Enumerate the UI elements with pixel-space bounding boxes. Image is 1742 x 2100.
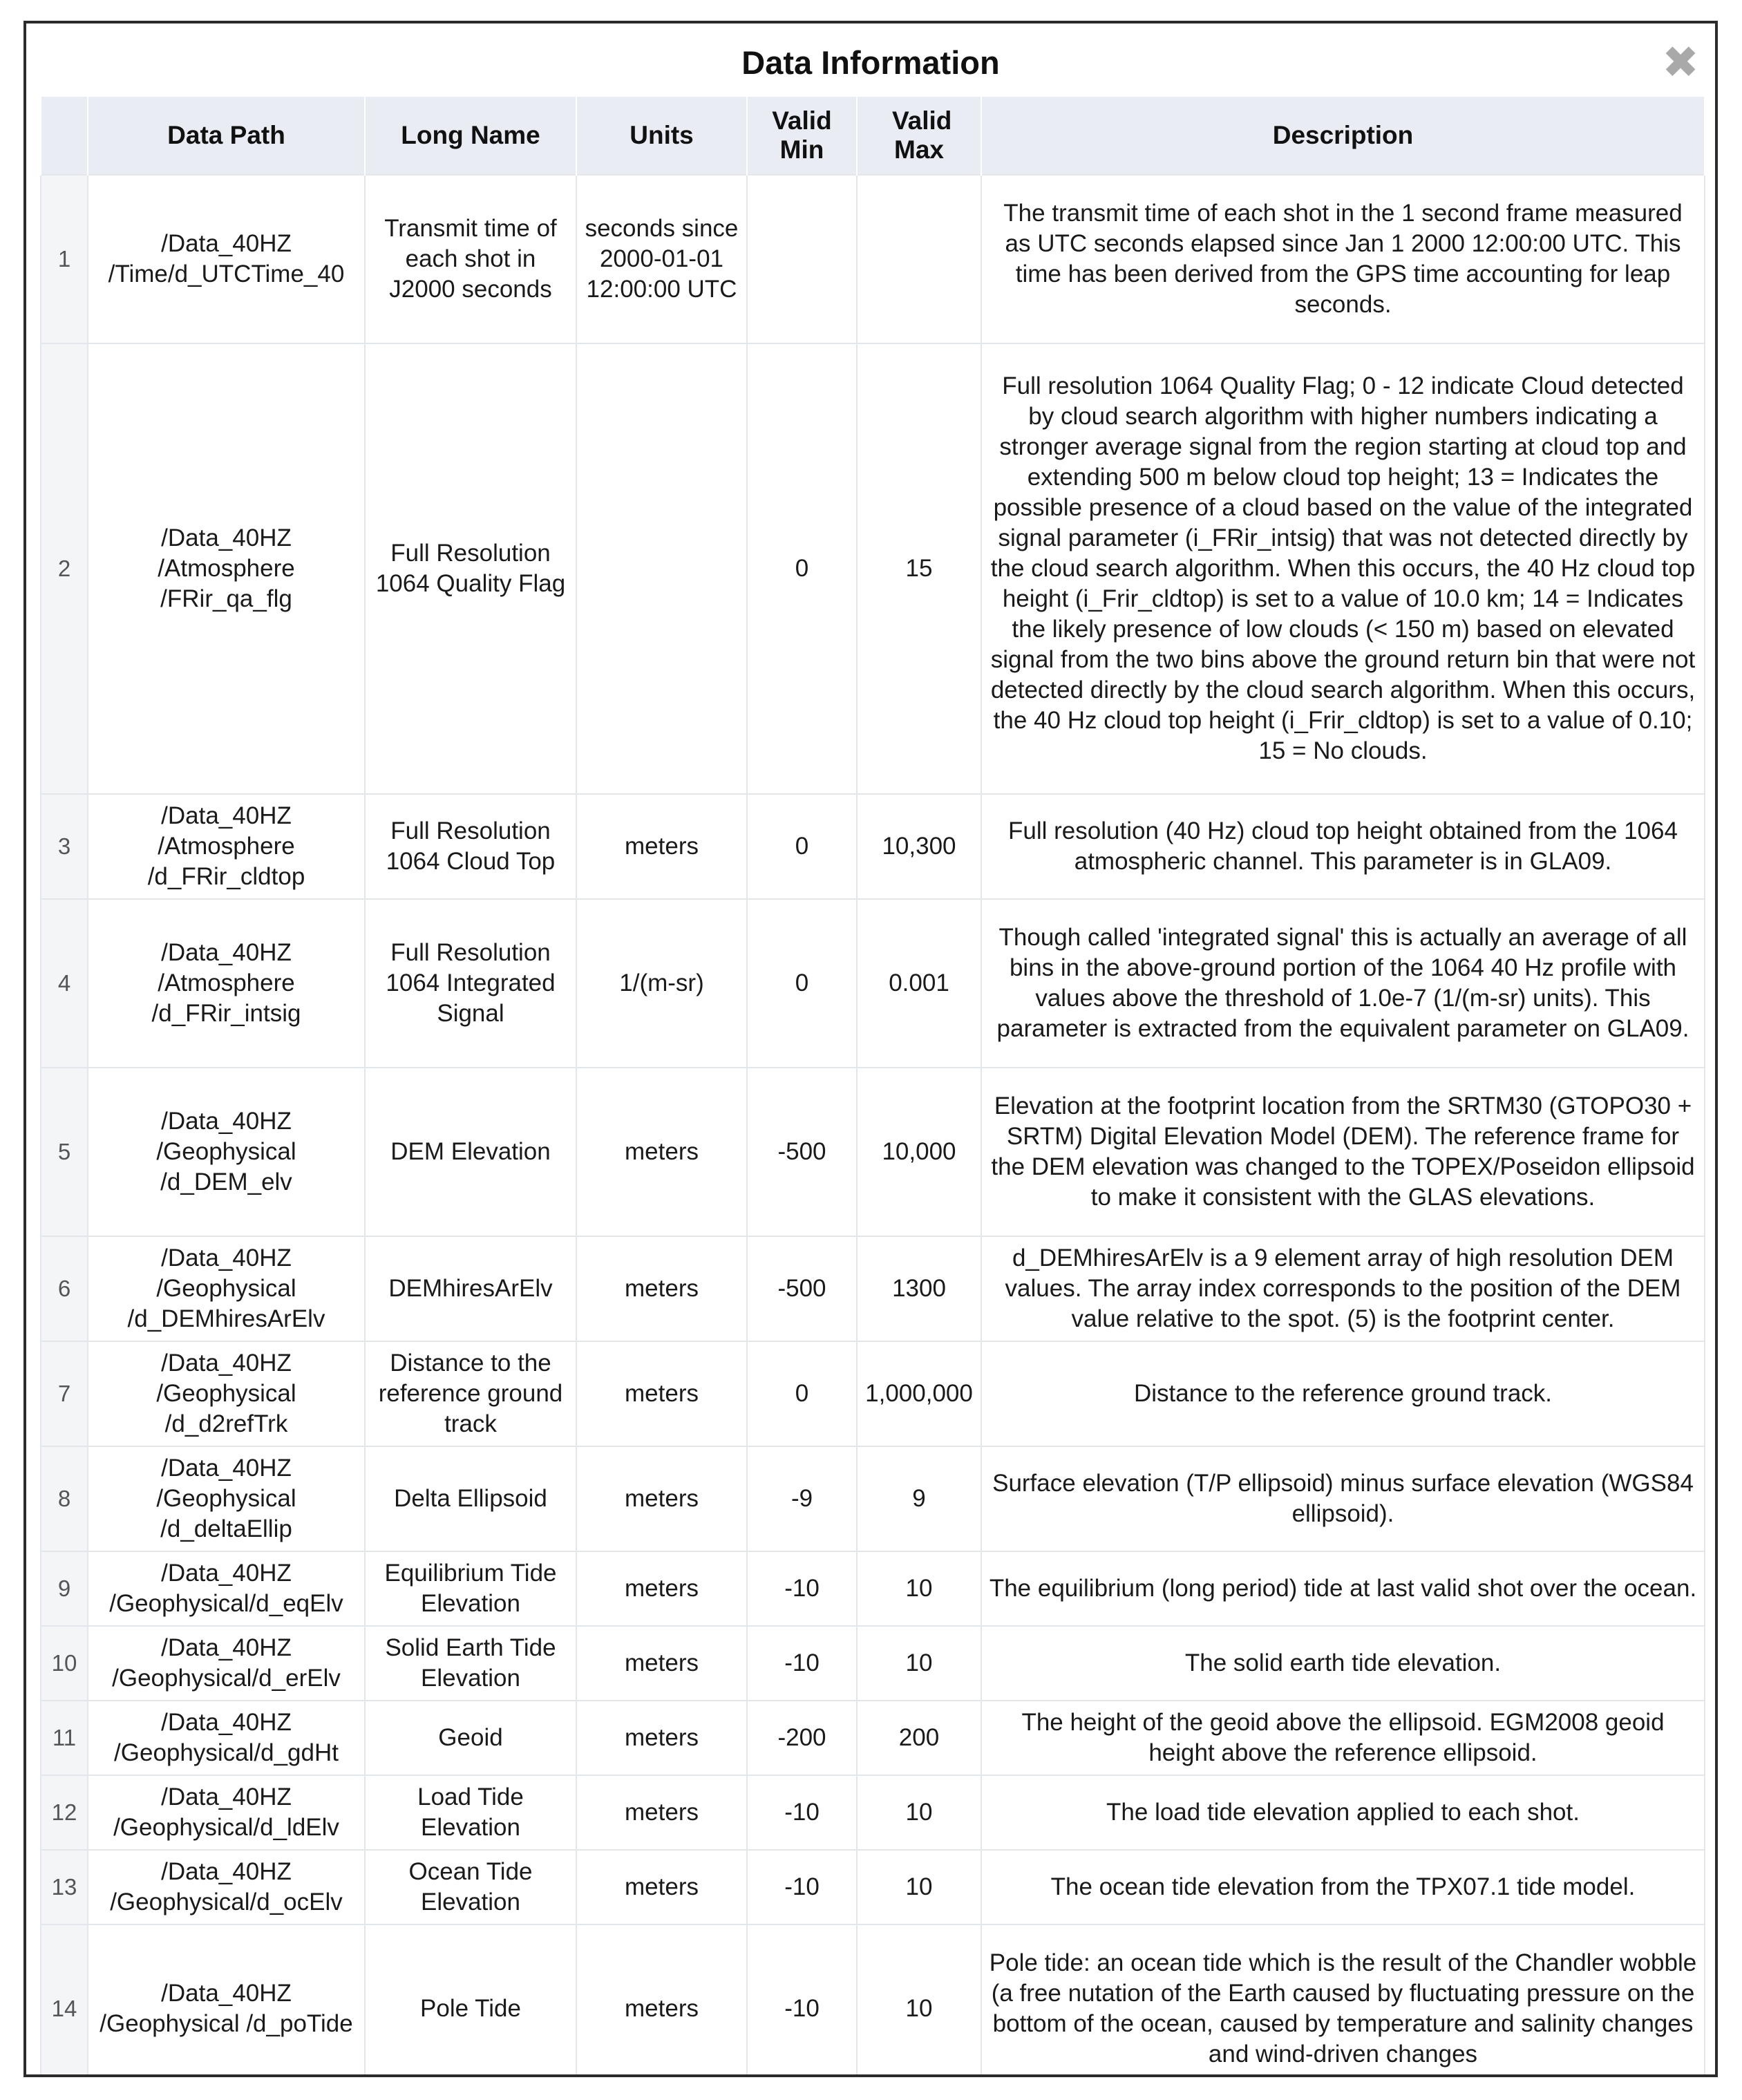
cell-data-path: /Data_40HZ /Geophysical /d_DEMhiresArElv xyxy=(88,1236,365,1341)
table-row xyxy=(41,1701,1705,1775)
cell-description: Though called 'integrated signal' this is actually an average of all bins in the above-ground portion of the 1064 40 Hz profile with values above the threshold of 1.0e-7 (1/(m-sr) units). This parameter is extracted from the equivalent parameter on GLA09. xyxy=(981,899,1705,1068)
cell-valid-min: -10 xyxy=(747,1551,857,1626)
cell-long-name: Full Resolution 1064 Cloud Top xyxy=(365,794,576,899)
cell-valid-min xyxy=(747,175,857,343)
cell-long-name: Transmit time of each shot in J2000 seconds xyxy=(365,175,576,343)
row-number: 14 xyxy=(41,1924,88,2077)
table-row xyxy=(41,343,1705,794)
cell-data-path: /Data_40HZ /Time/d_UTCTime_40 xyxy=(88,175,365,343)
cell-units: meters xyxy=(576,1446,747,1551)
column-header-index xyxy=(41,97,88,175)
cell-valid-min: -200 xyxy=(747,1701,857,1775)
close-icon[interactable]: ✖ xyxy=(1662,37,1699,87)
table-row xyxy=(41,794,1705,899)
cell-valid-max: 10,000 xyxy=(857,1068,981,1236)
cell-valid-min: -10 xyxy=(747,1626,857,1701)
cell-valid-max: 10 xyxy=(857,1924,981,2077)
table-header-row xyxy=(41,97,1705,175)
cell-data-path: /Data_40HZ /Atmosphere /d_FRir_intsig xyxy=(88,899,365,1068)
cell-units: meters xyxy=(576,794,747,899)
cell-long-name: Equilibrium Tide Elevation xyxy=(365,1551,576,1626)
cell-long-name: DEM Elevation xyxy=(365,1068,576,1236)
cell-valid-max: 0.001 xyxy=(857,899,981,1068)
cell-valid-min: -9 xyxy=(747,1446,857,1551)
cell-units: meters xyxy=(576,1701,747,1775)
table-row xyxy=(41,1236,1705,1341)
cell-description: The equilibrium (long period) tide at last valid shot over the ocean. xyxy=(981,1551,1705,1626)
cell-units: meters xyxy=(576,1236,747,1341)
cell-valid-min: 0 xyxy=(747,899,857,1068)
cell-data-path: /Data_40HZ /Geophysical /d_DEM_elv xyxy=(88,1068,365,1236)
column-header-description: Description xyxy=(981,97,1705,175)
data-info-table xyxy=(40,97,1705,2077)
cell-long-name: Pole Tide xyxy=(365,1924,576,2077)
cell-description: Full resolution 1064 Quality Flag; 0 - 12 indicate Cloud detected by cloud search algorithm with higher numbers indicating a stronger average signal from the region starting at cloud top and extending 500 m below cloud top height; 13 = Indicates the possible presence of a cloud based on the value of the integrated signal parameter (i_FRir_intsig) that was not detected directly by the cloud search algorithm. When this occurs, the 40 Hz cloud top height (i_Frir_cldtop) is set to a value of 10.0 km; 14 = Indicates the likely presence of low clouds (< 150 m) based on elevated signal from the two bins above the ground return bin that were not detected directly by the cloud search algorithm. When this occurs, the 40 Hz cloud top height (i_Frir_cldtop) is set to a value of 0.10; 15 = No clouds. xyxy=(981,343,1705,794)
cell-description: The solid earth tide elevation. xyxy=(981,1626,1705,1701)
table-row xyxy=(41,1068,1705,1236)
cell-units: meters xyxy=(576,1341,747,1446)
cell-units: meters xyxy=(576,1924,747,2077)
column-header-units: Units xyxy=(576,97,747,175)
cell-valid-min: 0 xyxy=(747,343,857,794)
cell-valid-max: 10 xyxy=(857,1551,981,1626)
cell-description: Elevation at the footprint location from the SRTM30 (GTOPO30 + SRTM) Digital Elevation Model (DEM). The reference frame for the DEM elevation was changed to the TOPEX/Poseidon ellipsoid to make it consistent with the GLAS elevations. xyxy=(981,1068,1705,1236)
cell-valid-min: -10 xyxy=(747,1850,857,1924)
cell-valid-max: 200 xyxy=(857,1701,981,1775)
cell-valid-min: -10 xyxy=(747,1924,857,2077)
cell-long-name: Full Resolution 1064 Integrated Signal xyxy=(365,899,576,1068)
cell-valid-max: 1,000,000 xyxy=(857,1341,981,1446)
row-number: 3 xyxy=(41,794,88,899)
row-number: 1 xyxy=(41,175,88,343)
table-row xyxy=(41,899,1705,1068)
cell-valid-min: 0 xyxy=(747,794,857,899)
cell-valid-min: 0 xyxy=(747,1341,857,1446)
cell-description: The transmit time of each shot in the 1 second frame measured as UTC seconds elapsed since Jan 1 2000 12:00:00 UTC. This time has been derived from the GPS time accounting for leap seconds. xyxy=(981,175,1705,343)
cell-data-path: /Data_40HZ /Geophysical /d_d2refTrk xyxy=(88,1341,365,1446)
table-row xyxy=(41,1551,1705,1626)
cell-description: The height of the geoid above the ellipsoid. EGM2008 geoid height above the reference ellipsoid. xyxy=(981,1701,1705,1775)
cell-long-name: Ocean Tide Elevation xyxy=(365,1850,576,1924)
row-number: 4 xyxy=(41,899,88,1068)
row-number: 12 xyxy=(41,1775,88,1850)
cell-data-path: /Data_40HZ /Geophysical/d_ocElv xyxy=(88,1850,365,1924)
table-row xyxy=(41,1446,1705,1551)
cell-data-path: /Data_40HZ /Geophysical/d_gdHt xyxy=(88,1701,365,1775)
cell-valid-max xyxy=(857,175,981,343)
cell-valid-max: 10 xyxy=(857,1626,981,1701)
dialog-title: Data Information xyxy=(741,44,1000,81)
cell-units: 1/(m-sr) xyxy=(576,899,747,1068)
cell-units: meters xyxy=(576,1068,747,1236)
cell-data-path: /Data_40HZ /Geophysical/d_eqElv xyxy=(88,1551,365,1626)
cell-description: Surface elevation (T/P ellipsoid) minus surface elevation (WGS84 ellipsoid). xyxy=(981,1446,1705,1551)
table-row xyxy=(41,1341,1705,1446)
cell-data-path: /Data_40HZ /Geophysical/d_erElv xyxy=(88,1626,365,1701)
cell-units: meters xyxy=(576,1551,747,1626)
row-number: 10 xyxy=(41,1626,88,1701)
cell-valid-min: -500 xyxy=(747,1068,857,1236)
cell-long-name: Solid Earth Tide Elevation xyxy=(365,1626,576,1701)
cell-description: d_DEMhiresArElv is a 9 element array of high resolution DEM values. The array index corresponds to the position of the DEM value relative to the spot. (5) is the footprint center. xyxy=(981,1236,1705,1341)
cell-description: Full resolution (40 Hz) cloud top height obtained from the 1064 atmospheric channel. This parameter is in GLA09. xyxy=(981,794,1705,899)
cell-valid-min: -500 xyxy=(747,1236,857,1341)
table-row xyxy=(41,1775,1705,1850)
table-row xyxy=(41,1850,1705,1924)
cell-description: The ocean tide elevation from the TPX07.1 tide model. xyxy=(981,1850,1705,1924)
data-information-dialog xyxy=(23,21,1718,2077)
column-header-valid-min: Valid Min xyxy=(747,97,857,175)
cell-description: Pole tide: an ocean tide which is the result of the Chandler wobble (a free nutation of the Earth caused by fluctuating pressure on the bottom of the ocean, caused by temperature and salinity changes and wind-driven changes xyxy=(981,1924,1705,2077)
row-number: 13 xyxy=(41,1850,88,1924)
column-header-data-path: Data Path xyxy=(88,97,365,175)
cell-long-name: Load Tide Elevation xyxy=(365,1775,576,1850)
cell-valid-max: 10,300 xyxy=(857,794,981,899)
cell-description: The load tide elevation applied to each shot. xyxy=(981,1775,1705,1850)
cell-units: meters xyxy=(576,1775,747,1850)
cell-long-name: Geoid xyxy=(365,1701,576,1775)
cell-data-path: /Data_40HZ /Geophysical /d_deltaEllip xyxy=(88,1446,365,1551)
row-number: 6 xyxy=(41,1236,88,1341)
table-row xyxy=(41,1924,1705,2077)
cell-long-name: Distance to the reference ground track xyxy=(365,1341,576,1446)
cell-data-path: /Data_40HZ /Geophysical /d_poTide xyxy=(88,1924,365,2077)
cell-description: Distance to the reference ground track. xyxy=(981,1341,1705,1446)
column-header-valid-max: Valid Max xyxy=(857,97,981,175)
cell-units: seconds since 2000-01-01 12:00:00 UTC xyxy=(576,175,747,343)
cell-valid-max: 10 xyxy=(857,1775,981,1850)
cell-long-name: Full Resolution 1064 Quality Flag xyxy=(365,343,576,794)
cell-valid-max: 9 xyxy=(857,1446,981,1551)
row-number: 11 xyxy=(41,1701,88,1775)
cell-valid-max: 1300 xyxy=(857,1236,981,1341)
row-number: 5 xyxy=(41,1068,88,1236)
row-number: 8 xyxy=(41,1446,88,1551)
table-row xyxy=(41,175,1705,343)
cell-long-name: Delta Ellipsoid xyxy=(365,1446,576,1551)
cell-data-path: /Data_40HZ /Geophysical/d_ldElv xyxy=(88,1775,365,1850)
row-number: 7 xyxy=(41,1341,88,1446)
cell-valid-min: -10 xyxy=(747,1775,857,1850)
row-number: 2 xyxy=(41,343,88,794)
cell-data-path: /Data_40HZ /Atmosphere /d_FRir_cldtop xyxy=(88,794,365,899)
cell-units: meters xyxy=(576,1626,747,1701)
cell-data-path: /Data_40HZ /Atmosphere /FRir_qa_flg xyxy=(88,343,365,794)
cell-units xyxy=(576,343,747,794)
cell-units: meters xyxy=(576,1850,747,1924)
cell-long-name: DEMhiresArElv xyxy=(365,1236,576,1341)
row-number: 9 xyxy=(41,1551,88,1626)
cell-valid-max: 10 xyxy=(857,1850,981,1924)
column-header-long-name: Long Name xyxy=(365,97,576,175)
table-row xyxy=(41,1626,1705,1701)
cell-valid-max: 15 xyxy=(857,343,981,794)
